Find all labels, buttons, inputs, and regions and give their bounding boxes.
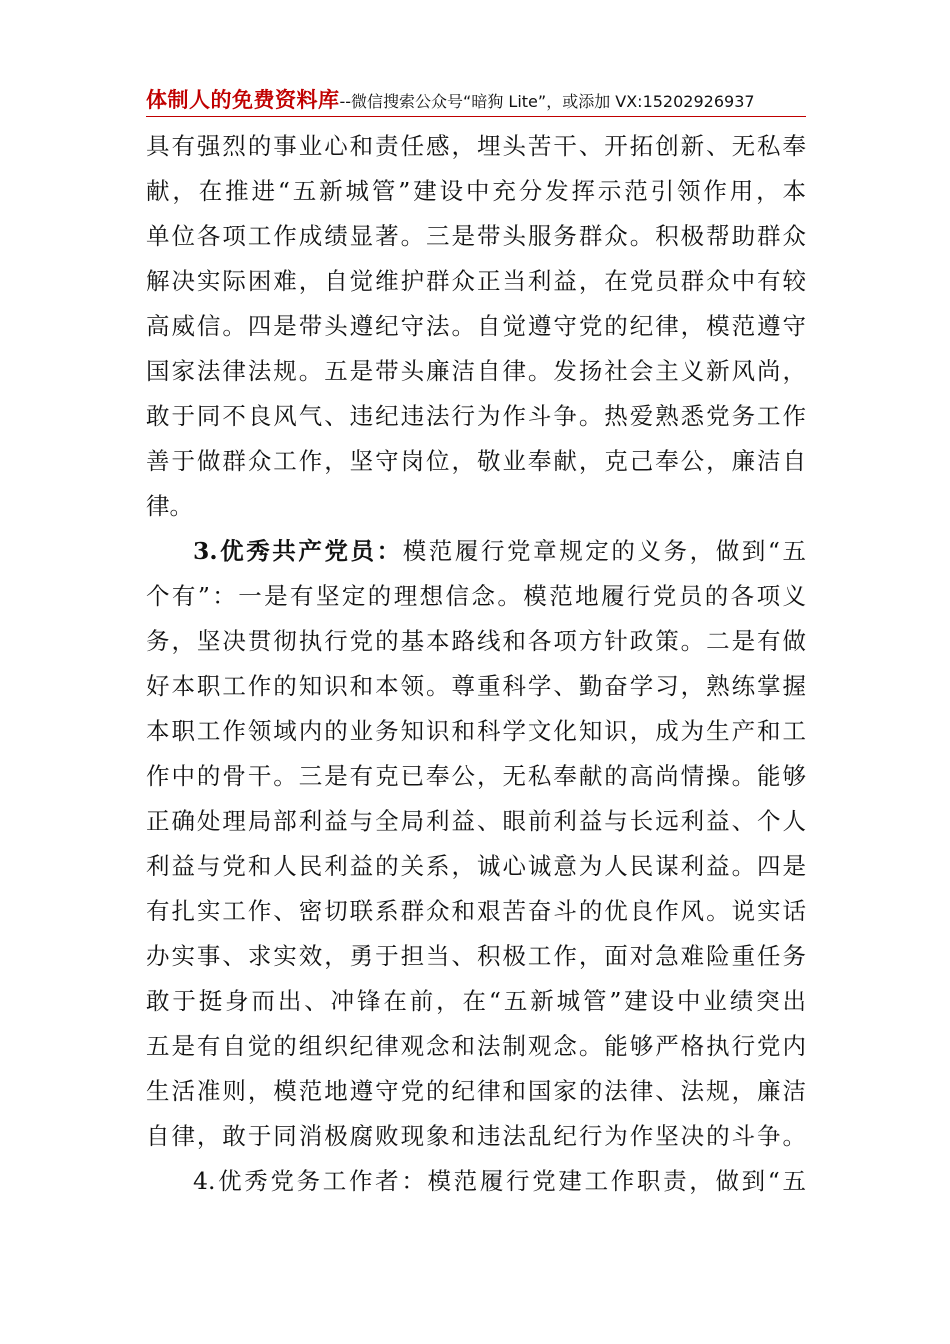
text-line: 单位各项工作成绩显著。三是带头服务群众。积极帮助群众	[146, 222, 806, 250]
header-divider	[146, 116, 806, 117]
section-heading-line	[146, 529, 806, 574]
text-line: 务，坚决贯彻执行党的基本路线和各项方针政策。二是有做	[146, 627, 806, 655]
text-line: 好本职工作的知识和本领。尊重科学、勤奋学习，熟练掌握	[146, 672, 806, 700]
text-line: 敢于同不良风气、违纪违法行为作斗争。热爱熟悉党务工作	[146, 402, 806, 430]
section-heading-line: 4.优秀党务工作者：模范履行党建工作职责，做到“五	[193, 1167, 806, 1195]
text-line: 办实事、求实效，勇于担当、积极工作，面对急难险重任务	[146, 942, 806, 970]
text-line: 利益与党和人民利益的关系，诚心诚意为人民谋利益。四是	[146, 852, 806, 880]
text-line: 具有强烈的事业心和责任感，埋头苦干、开拓创新、无私奉	[146, 132, 806, 160]
text-line: 有扎实工作、密切联系群众和艰苦奋斗的优良作风。说实话	[146, 897, 806, 925]
text-line: 国家法律法规。五是带头廉洁自律。发扬社会主义新风尚，	[146, 357, 806, 385]
text-line: 献，在推进“五新城管”建设中充分发挥示范引领作用，本	[146, 177, 806, 205]
document-body	[146, 124, 806, 1204]
text-line: 作中的骨干。三是有克已奉公，无私奉献的高尚情操。能够	[146, 762, 806, 790]
text-line: 五是有自觉的组织纪律观念和法制观念。能够严格执行党内	[146, 1032, 806, 1060]
section-title-3: 3.优秀共产党员：	[193, 537, 403, 565]
text-line: 高威信。四是带头遵纪守法。自觉遵守党的纪律，模范遵守	[146, 312, 806, 340]
text-line: 敢于挺身而出、冲锋在前，在“五新城管”建设中业绩突出	[146, 987, 806, 1015]
text-line: 自律，敢于同消极腐败现象和违法乱纪行为作坚决的斗争。	[146, 1122, 806, 1150]
text-line: 生活准则，模范地遵守党的纪律和国家的法律、法规，廉洁	[146, 1077, 806, 1105]
text-line: 正确处理局部利益与全局利益、眼前利益与长远利益、个人	[146, 807, 806, 835]
header-subtitle: --微信搜索公众号“暗狗 Lite”，或添加 VX:15202926937	[339, 92, 755, 111]
text-line: 个有”：一是有坚定的理想信念。模范地履行党员的各项义	[146, 582, 806, 610]
text-line: 善于做群众工作，坚守岗位，敬业奉献，克己奉公，廉洁自	[146, 447, 806, 475]
text-line: 解决实际困难，自觉维护群众正当利益，在党员群众中有较	[146, 267, 806, 295]
section-intro-text: 模范履行党章规定的义务，做到“五	[402, 537, 806, 565]
header-brand: 体制人的免费资料库	[146, 88, 340, 112]
text-line: 律。	[146, 492, 193, 520]
page-header	[146, 84, 806, 116]
text-line: 本职工作领域内的业务知识和科学文化知识，成为生产和工	[146, 717, 806, 745]
